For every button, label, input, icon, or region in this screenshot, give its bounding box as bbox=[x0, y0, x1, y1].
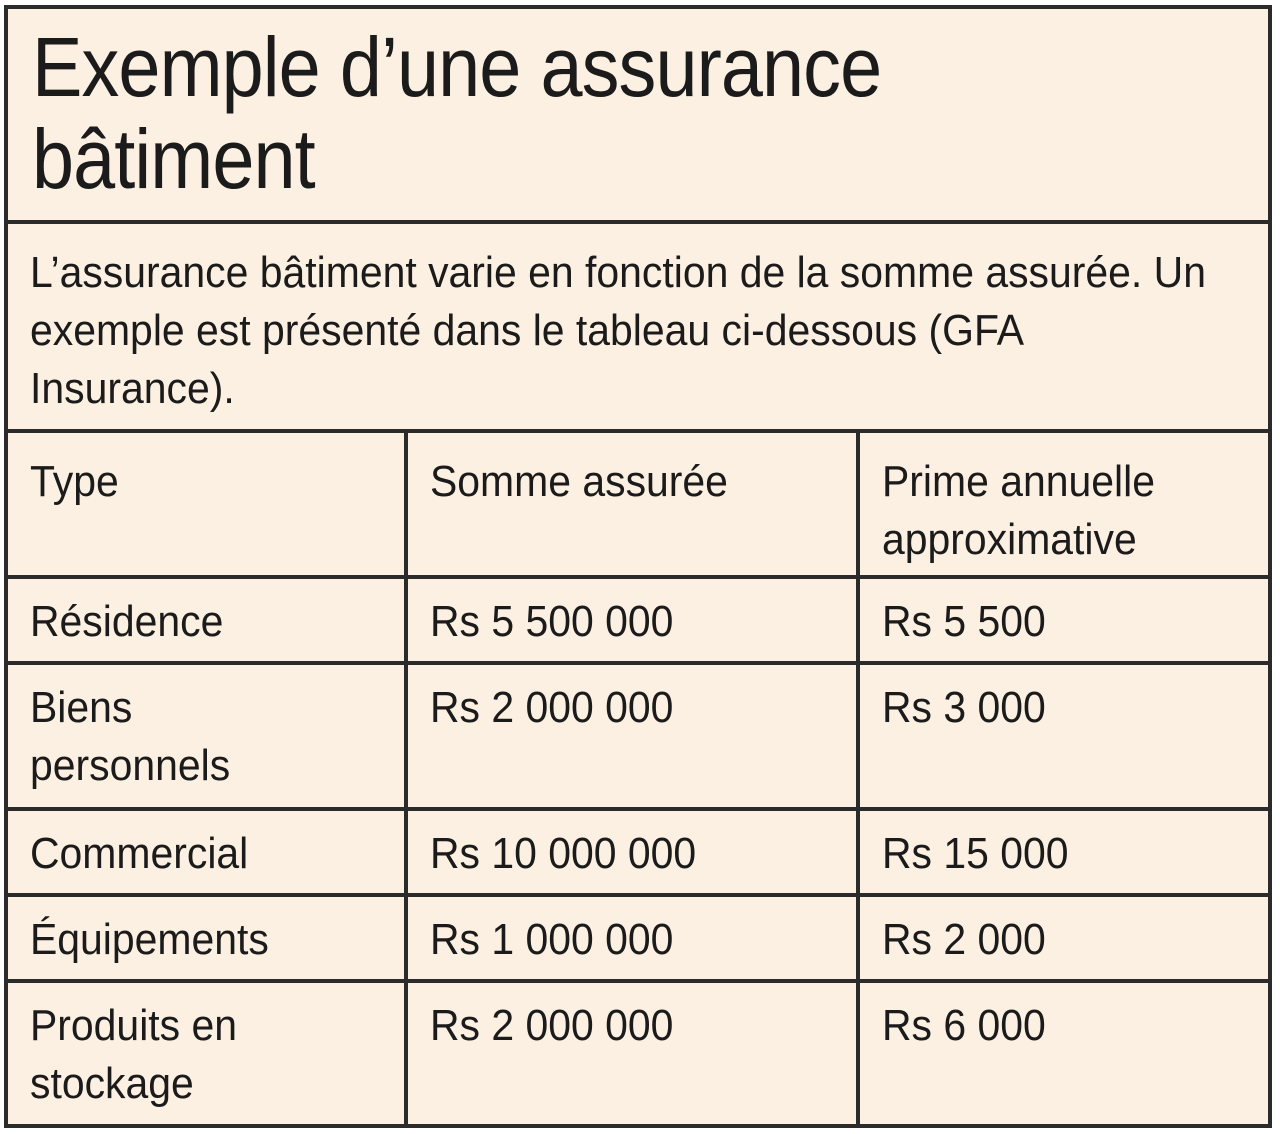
cell-type: Biens personnels bbox=[8, 663, 406, 809]
cell-annual-premium: Rs 15 000 bbox=[858, 809, 1268, 895]
cell-annual-premium: Rs 6 000 bbox=[882, 1001, 1046, 1050]
page-title: Exemple d’une assurance bâtiment bbox=[32, 20, 882, 206]
cell-type: Équipements bbox=[8, 895, 406, 981]
cell-sum-insured: Rs 2 000 000 bbox=[406, 981, 858, 1127]
cell-type: Produits en stockage bbox=[8, 981, 406, 1127]
cell-type: Commercial bbox=[8, 809, 406, 895]
table-row bbox=[8, 663, 1268, 809]
premium-table bbox=[8, 433, 1268, 1127]
table-row bbox=[8, 981, 1268, 1127]
title-section bbox=[8, 9, 1268, 224]
insurance-card bbox=[4, 5, 1272, 1128]
cell-annual-premium: Rs 3 000 bbox=[858, 663, 1268, 809]
table-row bbox=[8, 809, 1268, 895]
table-header-row bbox=[8, 433, 1268, 577]
cell-type: Résidence bbox=[8, 577, 406, 663]
cell-annual-premium: Rs 2 000 bbox=[858, 895, 1268, 981]
header-type: Type bbox=[8, 433, 406, 577]
header-sum-insured: Somme assurée bbox=[406, 433, 858, 577]
cell-annual-premium: Rs 5 500 bbox=[858, 577, 1268, 663]
table-row bbox=[8, 577, 1268, 663]
cell-sum-insured: Rs 1 000 000 bbox=[406, 895, 858, 981]
header-annual-premium: Prime annuelle approximative bbox=[858, 433, 1268, 577]
description-section bbox=[8, 224, 1268, 433]
cell-sum-insured: Rs 10 000 000 bbox=[406, 809, 858, 895]
cell-sum-insured: Rs 2 000 000 bbox=[406, 663, 858, 809]
table-row bbox=[8, 895, 1268, 981]
premium-table-wrapper bbox=[8, 433, 1268, 1127]
description-text: L’assurance bâtiment varie en fonction de la somme assurée. Un exemple est présenté dans le tableau ci-dessous (GFA Insurance). bbox=[30, 248, 1206, 413]
cell-sum-insured: Rs 5 500 000 bbox=[406, 577, 858, 663]
